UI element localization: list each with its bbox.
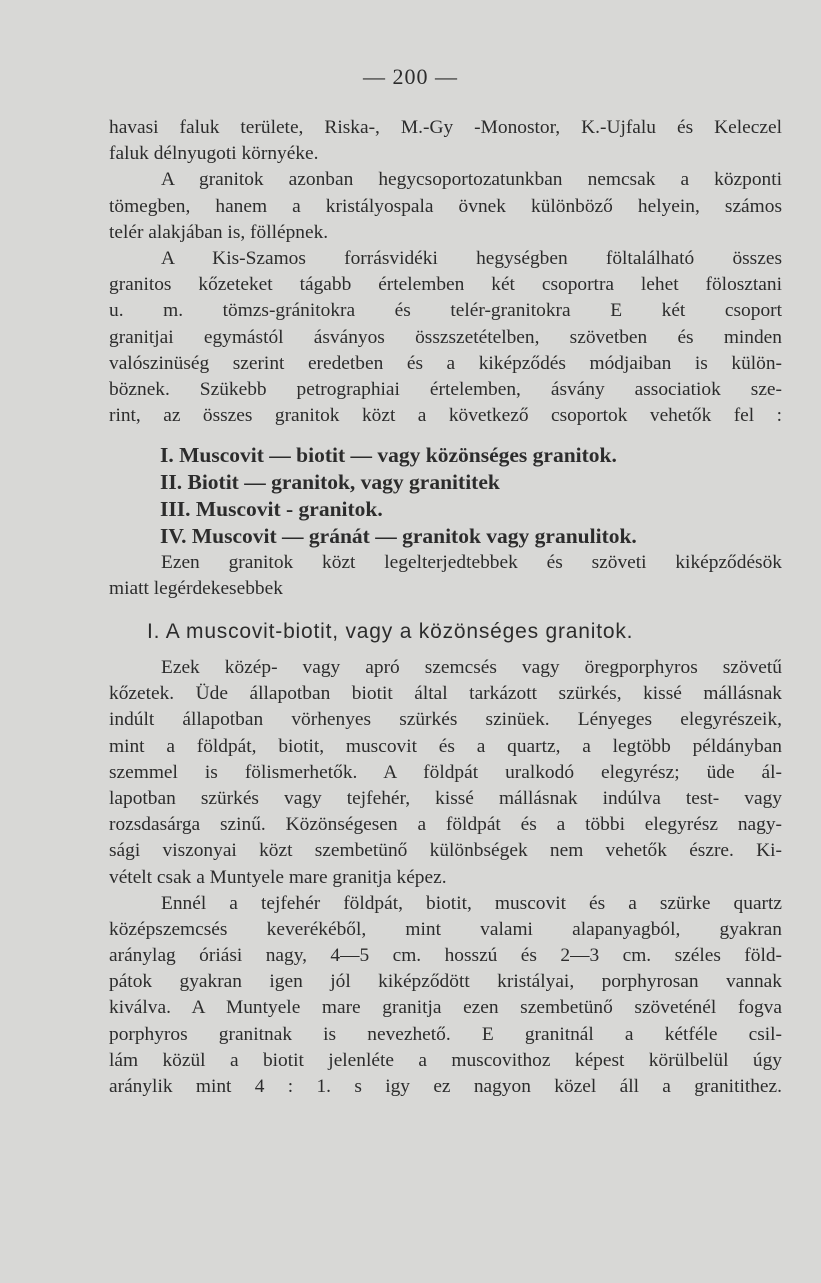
text-line: Ezek közép- vagy apró szemcsés vagy öregporphyros szövetű — [161, 657, 782, 678]
text-line: rozsdasárga szinű. Közönségesen a földpát és a többi elegyrész nagy- — [109, 814, 782, 836]
page-number: — 200 — — [363, 64, 458, 89]
text-line: granitjai egymástól ásványos összszetételben, szövetben és minden — [109, 326, 782, 348]
text-line: granitos kőzeteket tágabb értelemben két csoportra lehet fölosztani — [109, 274, 782, 296]
text-line: valószinüség szerint eredetben és a kiképződés módjaiban is külön- — [109, 352, 782, 374]
text-line: lám közül a biotit jelenléte a muscovithoz képest körülbelül úgy — [109, 1049, 782, 1071]
text-line: kiválva. A Muntyele mare granitja ezen szembetünő szöveténél fogva — [109, 997, 782, 1019]
text-line: középszemcsés keverékéből, mint valami alapanyagból, gyakran — [109, 918, 782, 940]
text-line: u. m. tömzs-gránitokra és telér-granitokra E két csoport — [109, 300, 782, 322]
list-item: I. Muscovit — biotit — vagy közönséges granitok. — [160, 443, 617, 467]
text-line: aránylag óriási nagy, 4—5 cm. hosszú és 2—3 cm. széles föld- — [109, 945, 782, 967]
text-line: Ezen granitok közt legelterjedtebbek és szöveti kiképződésök — [161, 552, 782, 573]
text-line: indúlt állapotban vörhenyes szürkés szinüek. Lényeges elegyrészeik, — [109, 709, 782, 731]
section-body — [109, 655, 782, 1100]
text-line: A granitok azonban hegycsoportozatunkban nemcsak a központi — [161, 169, 782, 191]
text-line: vételt csak a Muntyele mare granitja képez. — [109, 866, 447, 888]
text-line: mint a földpát, biotit, muscovit és a quartz, a legtöbb példányban — [109, 735, 782, 757]
granite-group-list — [160, 442, 720, 550]
list-item: IV. Muscovit — gránát — granitok vagy granulitok. — [160, 524, 637, 548]
text-line: böznek. Szükebb petrographiai értelemben, ásvány associatiok sze- — [109, 378, 782, 400]
text-line: szemmel is fölismerhetők. A földpát uralkodó elegyrész; üde ál- — [109, 761, 782, 783]
intro-paragraphs — [109, 115, 782, 429]
text-line: Ennél a tejfehér földpát, biotit, muscovit és a szürke quartz — [161, 892, 782, 914]
text-line: lapotban szürkés vagy tejfehér, kissé mállásnak indúlva test- vagy — [109, 787, 782, 809]
text-line: aránylik mint 4 : 1. s igy ez nagyon közel áll a granitithez. — [109, 1076, 782, 1097]
text-line: kőzetek. Üde állapotban biotit által tarkázott szürkés, kissé mállásnak — [109, 683, 782, 705]
text-line: faluk délnyugoti környéke. — [109, 143, 319, 165]
list-item: III. Muscovit - granitok. — [160, 497, 383, 521]
list-item: II. Biotit — granitok, vagy granititek — [160, 470, 500, 494]
text-line: telér alakjában is, föllépnek. — [109, 221, 329, 243]
text-line: porphyros granitnak is nevezhető. E granitnál a kétféle csil- — [109, 1023, 782, 1045]
text-line: miatt legérdekesebbek — [109, 578, 283, 600]
text-line: tömegben, hanem a kristályospala övnek különböző helyein, számos — [109, 195, 782, 217]
section-heading: I. A muscovit-biotit, vagy a közönséges granitok. — [147, 620, 634, 643]
text-line: sági viszonyai közt szembetünő különbségek nem vehetők észre. Ki- — [109, 840, 782, 862]
text-line: pátok gyakran igen jól kiképződött kristályai, porphyrosan vannak — [109, 971, 782, 993]
text-line: A Kis-Szamos forrásvidéki hegységben föltalálható összes — [161, 247, 782, 269]
text-line: havasi faluk területe, Riska-, M.-Gy -Monostor, K.-Ujfalu és Keleczel — [109, 117, 782, 138]
mid-paragraph — [109, 550, 782, 602]
text-line: rint, az összes granitok közt a következő csoportok vehetők fel : — [109, 405, 782, 427]
